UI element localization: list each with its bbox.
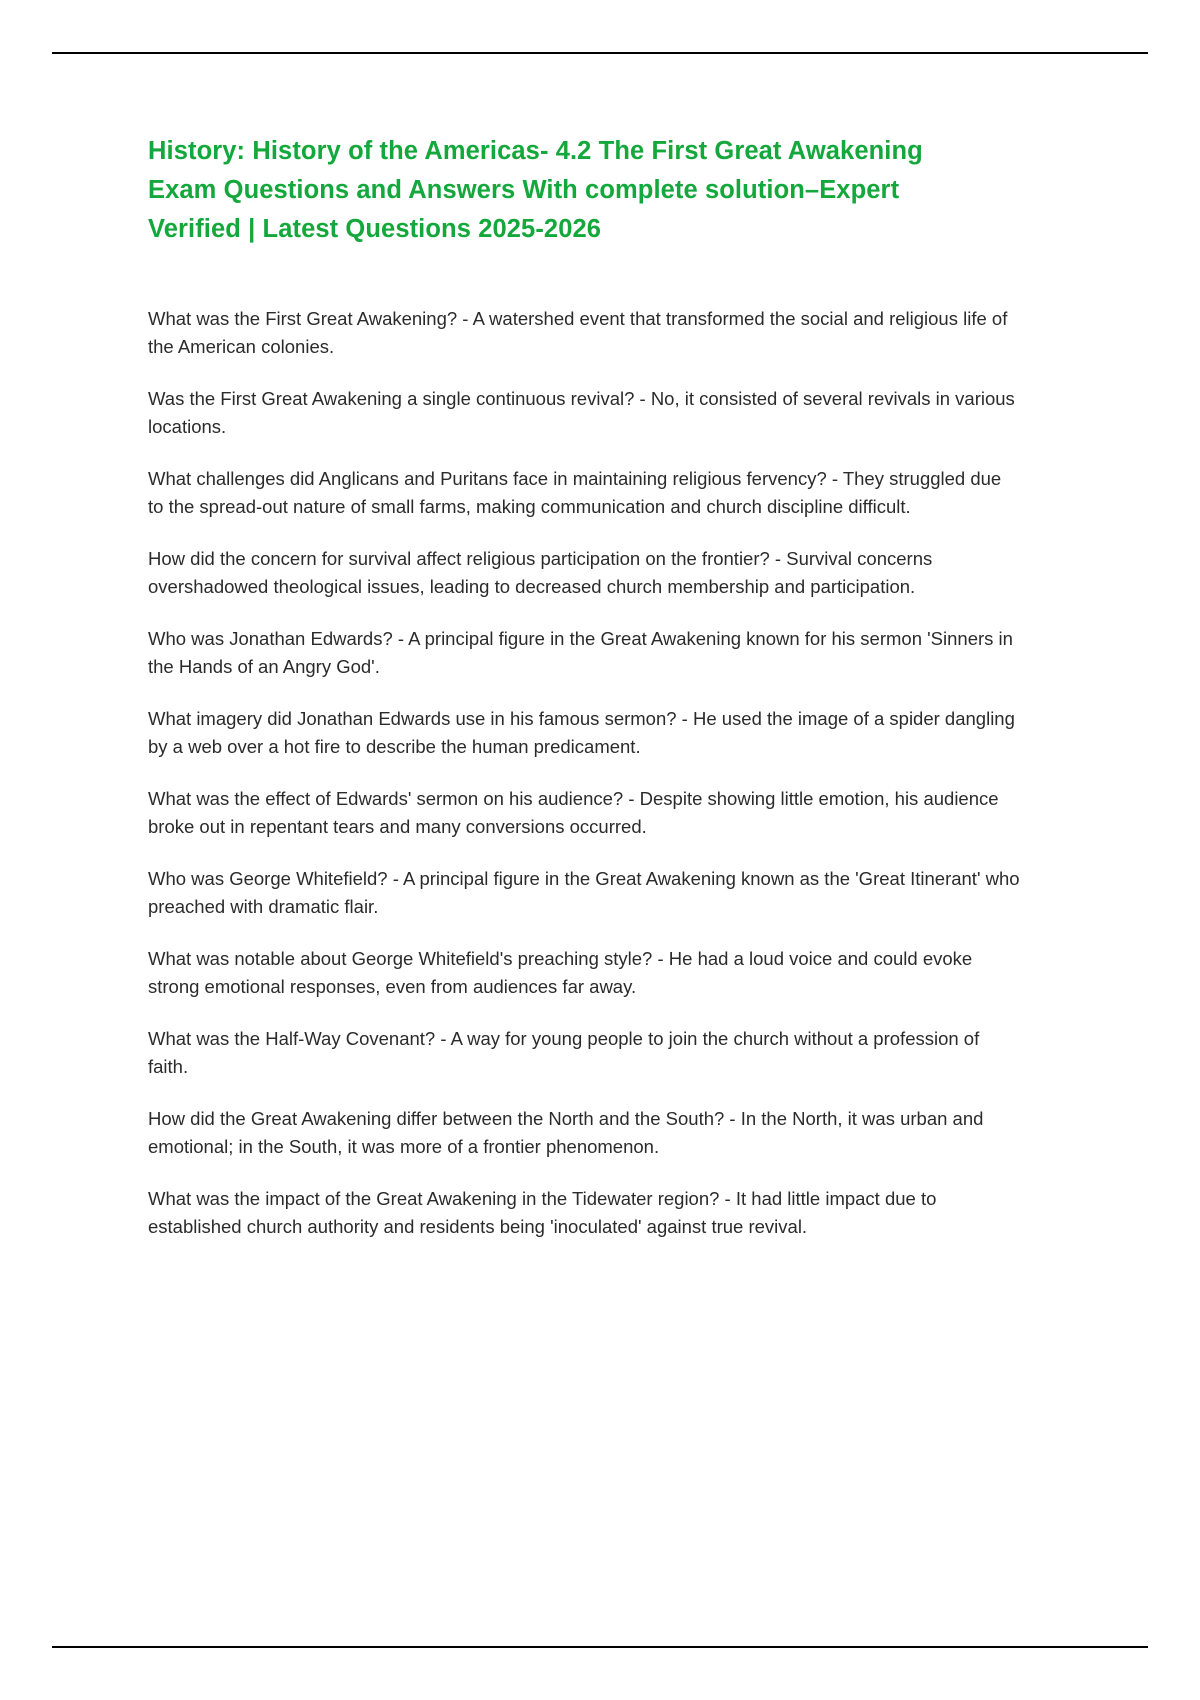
qa-item: What was the impact of the Great Awakening in the Tidewater region? - It had little impact due to established church authority and residents being 'inoculated' against true revival. <box>148 1188 937 1237</box>
qa-item: How did the Great Awakening differ between the North and the South? - In the North, it was urban and emotional; in the South, it was more of a frontier phenomenon. <box>148 1108 984 1157</box>
header-divider <box>52 52 1148 54</box>
qa-list <box>148 305 1028 1240</box>
qa-item: What was the effect of Edwards' sermon on his audience? - Despite showing little emotion, his audience broke out in repentant tears and many conversions occurred. <box>148 788 999 837</box>
qa-item: How did the concern for survival affect religious participation on the frontier? - Survival concerns overshadowed theological issues, leading to decreased church membership and participation. <box>148 548 933 597</box>
qa-item: What was the Half-Way Covenant? - A way for young people to join the church without a profession of faith. <box>148 1028 980 1077</box>
document-content <box>148 132 1028 1240</box>
qa-item: Who was George Whitefield? - A principal figure in the Great Awakening known as the 'Great Itinerant' who preached with dramatic flair. <box>148 868 1020 917</box>
qa-item: What was notable about George Whitefield's preaching style? - He had a loud voice and could evoke strong emotional responses, even from audiences far away. <box>148 948 973 997</box>
footer-divider <box>52 1646 1148 1648</box>
qa-item: What was the First Great Awakening? - A watershed event that transformed the social and religious life of the American colonies. <box>148 308 1008 357</box>
qa-item: Was the First Great Awakening a single continuous revival? - No, it consisted of several revivals in various locations. <box>148 388 1015 437</box>
qa-item: What challenges did Anglicans and Puritans face in maintaining religious fervency? - They struggled due to the spread-out nature of small farms, making communication and church discipline difficult. <box>148 468 1002 517</box>
qa-item: Who was Jonathan Edwards? - A principal figure in the Great Awakening known for his sermon 'Sinners in the Hands of an Angry God'. <box>148 628 1013 677</box>
qa-item: What imagery did Jonathan Edwards use in his famous sermon? - He used the image of a spider dangling by a web over a hot fire to describe the human predicament. <box>148 708 1015 757</box>
page-title: History: History of the Americas- 4.2 The First Great Awakening Exam Questions and Answers With complete solution–Expert Verified | Latest Questions 2025-2026 <box>148 137 923 243</box>
